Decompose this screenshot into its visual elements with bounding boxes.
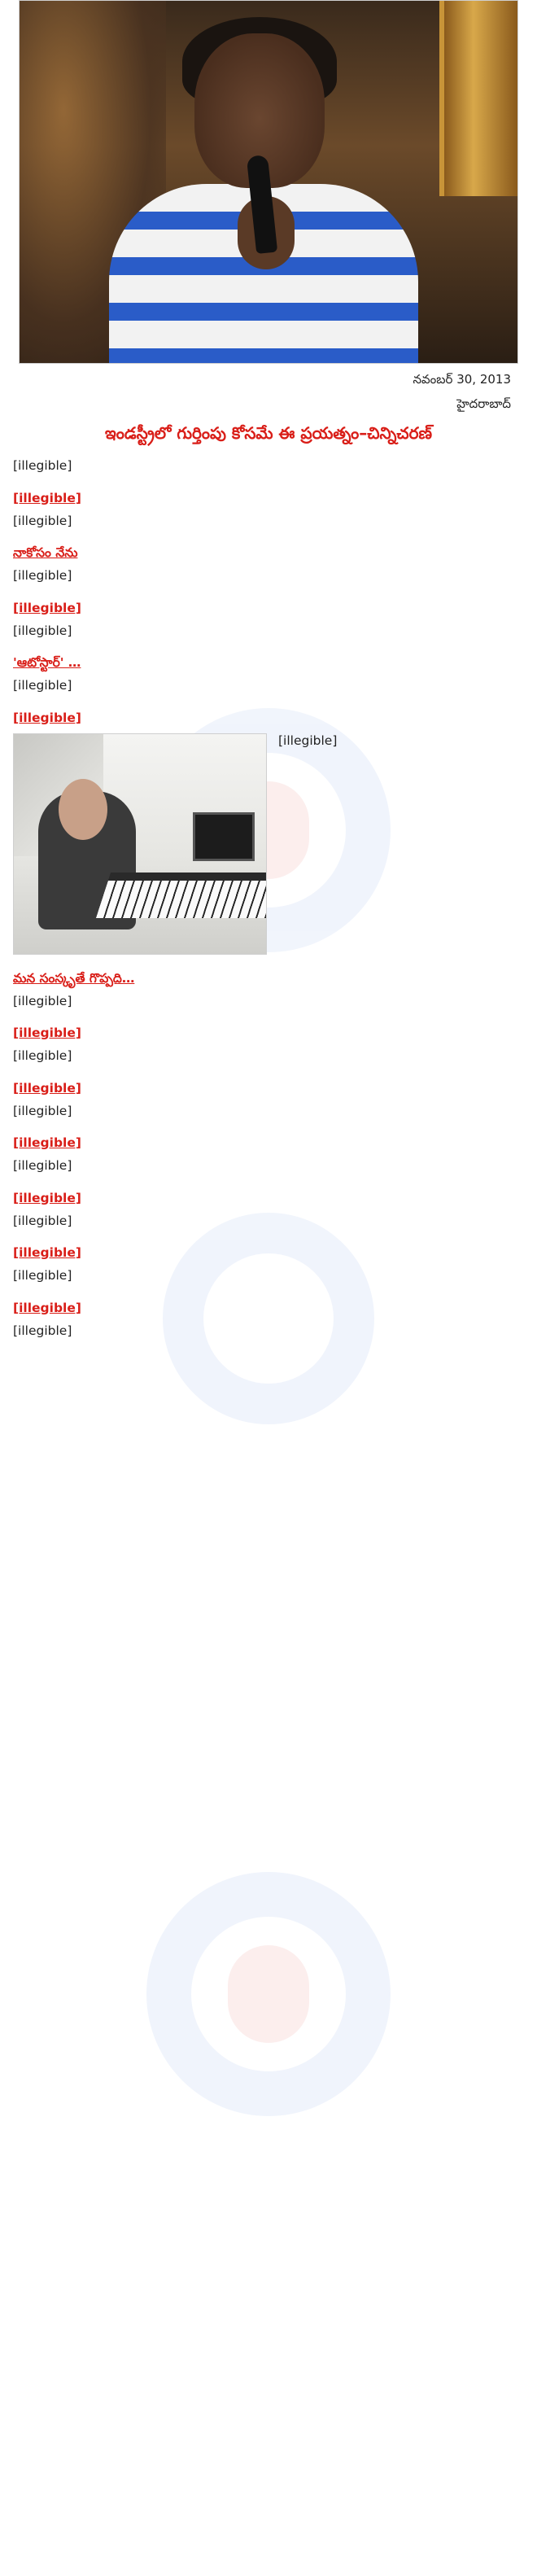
paragraph-9: [illegible] [13,1158,72,1173]
subheading-6: మన సంస్కృతే గొప్పది… [13,970,135,986]
subheading-3: [illegible] [13,600,81,615]
composer-face [59,779,107,840]
monitor-screen [193,812,255,861]
subheading-4: 'ఆటోస్టార్' … [13,655,81,670]
subheading-7: [illegible] [13,1026,81,1040]
paragraph-6: [illegible] [13,993,72,1008]
subheading-2: నాకోసం నేను [13,545,78,560]
subheading-8: [illegible] [13,1080,81,1096]
article-date: నవంబర్ 30, 2013 [413,372,511,387]
paragraph-4: [illegible] [13,678,72,693]
subheading-12: [illegible] [13,1300,81,1315]
article-location: హైదరాబాద్ [456,396,511,411]
paragraph-3: [illegible] [13,623,72,638]
piano-keyboard [96,873,267,918]
subheading-11: [illegible] [13,1245,81,1260]
subheading-5: [illegible] [13,710,81,725]
paragraph-12: [illegible] [13,1323,72,1338]
paragraph-1: [illegible] [13,513,72,528]
article-main-photo [19,0,518,364]
paragraph-2: [illegible] [13,568,72,583]
figure-with-text [13,730,524,958]
subheading-1: [illegible] [13,490,81,505]
paragraph-11: [illegible] [13,1268,72,1283]
paragraph-7: [illegible] [13,1048,72,1063]
photo-frame-decor [439,1,517,196]
article-inline-photo [13,733,267,955]
subheading-10: [illegible] [13,1190,81,1205]
paragraph-intro: [illegible] [13,458,72,473]
paragraph-8: [illegible] [13,1103,72,1118]
paragraph-5: [illegible] [278,733,338,748]
article-headline: ఇండస్ట్రీలో గుర్తింపు కోసమే ఈ ప్రయత్నం–చిన్నిచరణ్ [105,423,432,443]
paragraph-10: [illegible] [13,1213,72,1228]
subheading-9: [illegible] [13,1135,81,1150]
